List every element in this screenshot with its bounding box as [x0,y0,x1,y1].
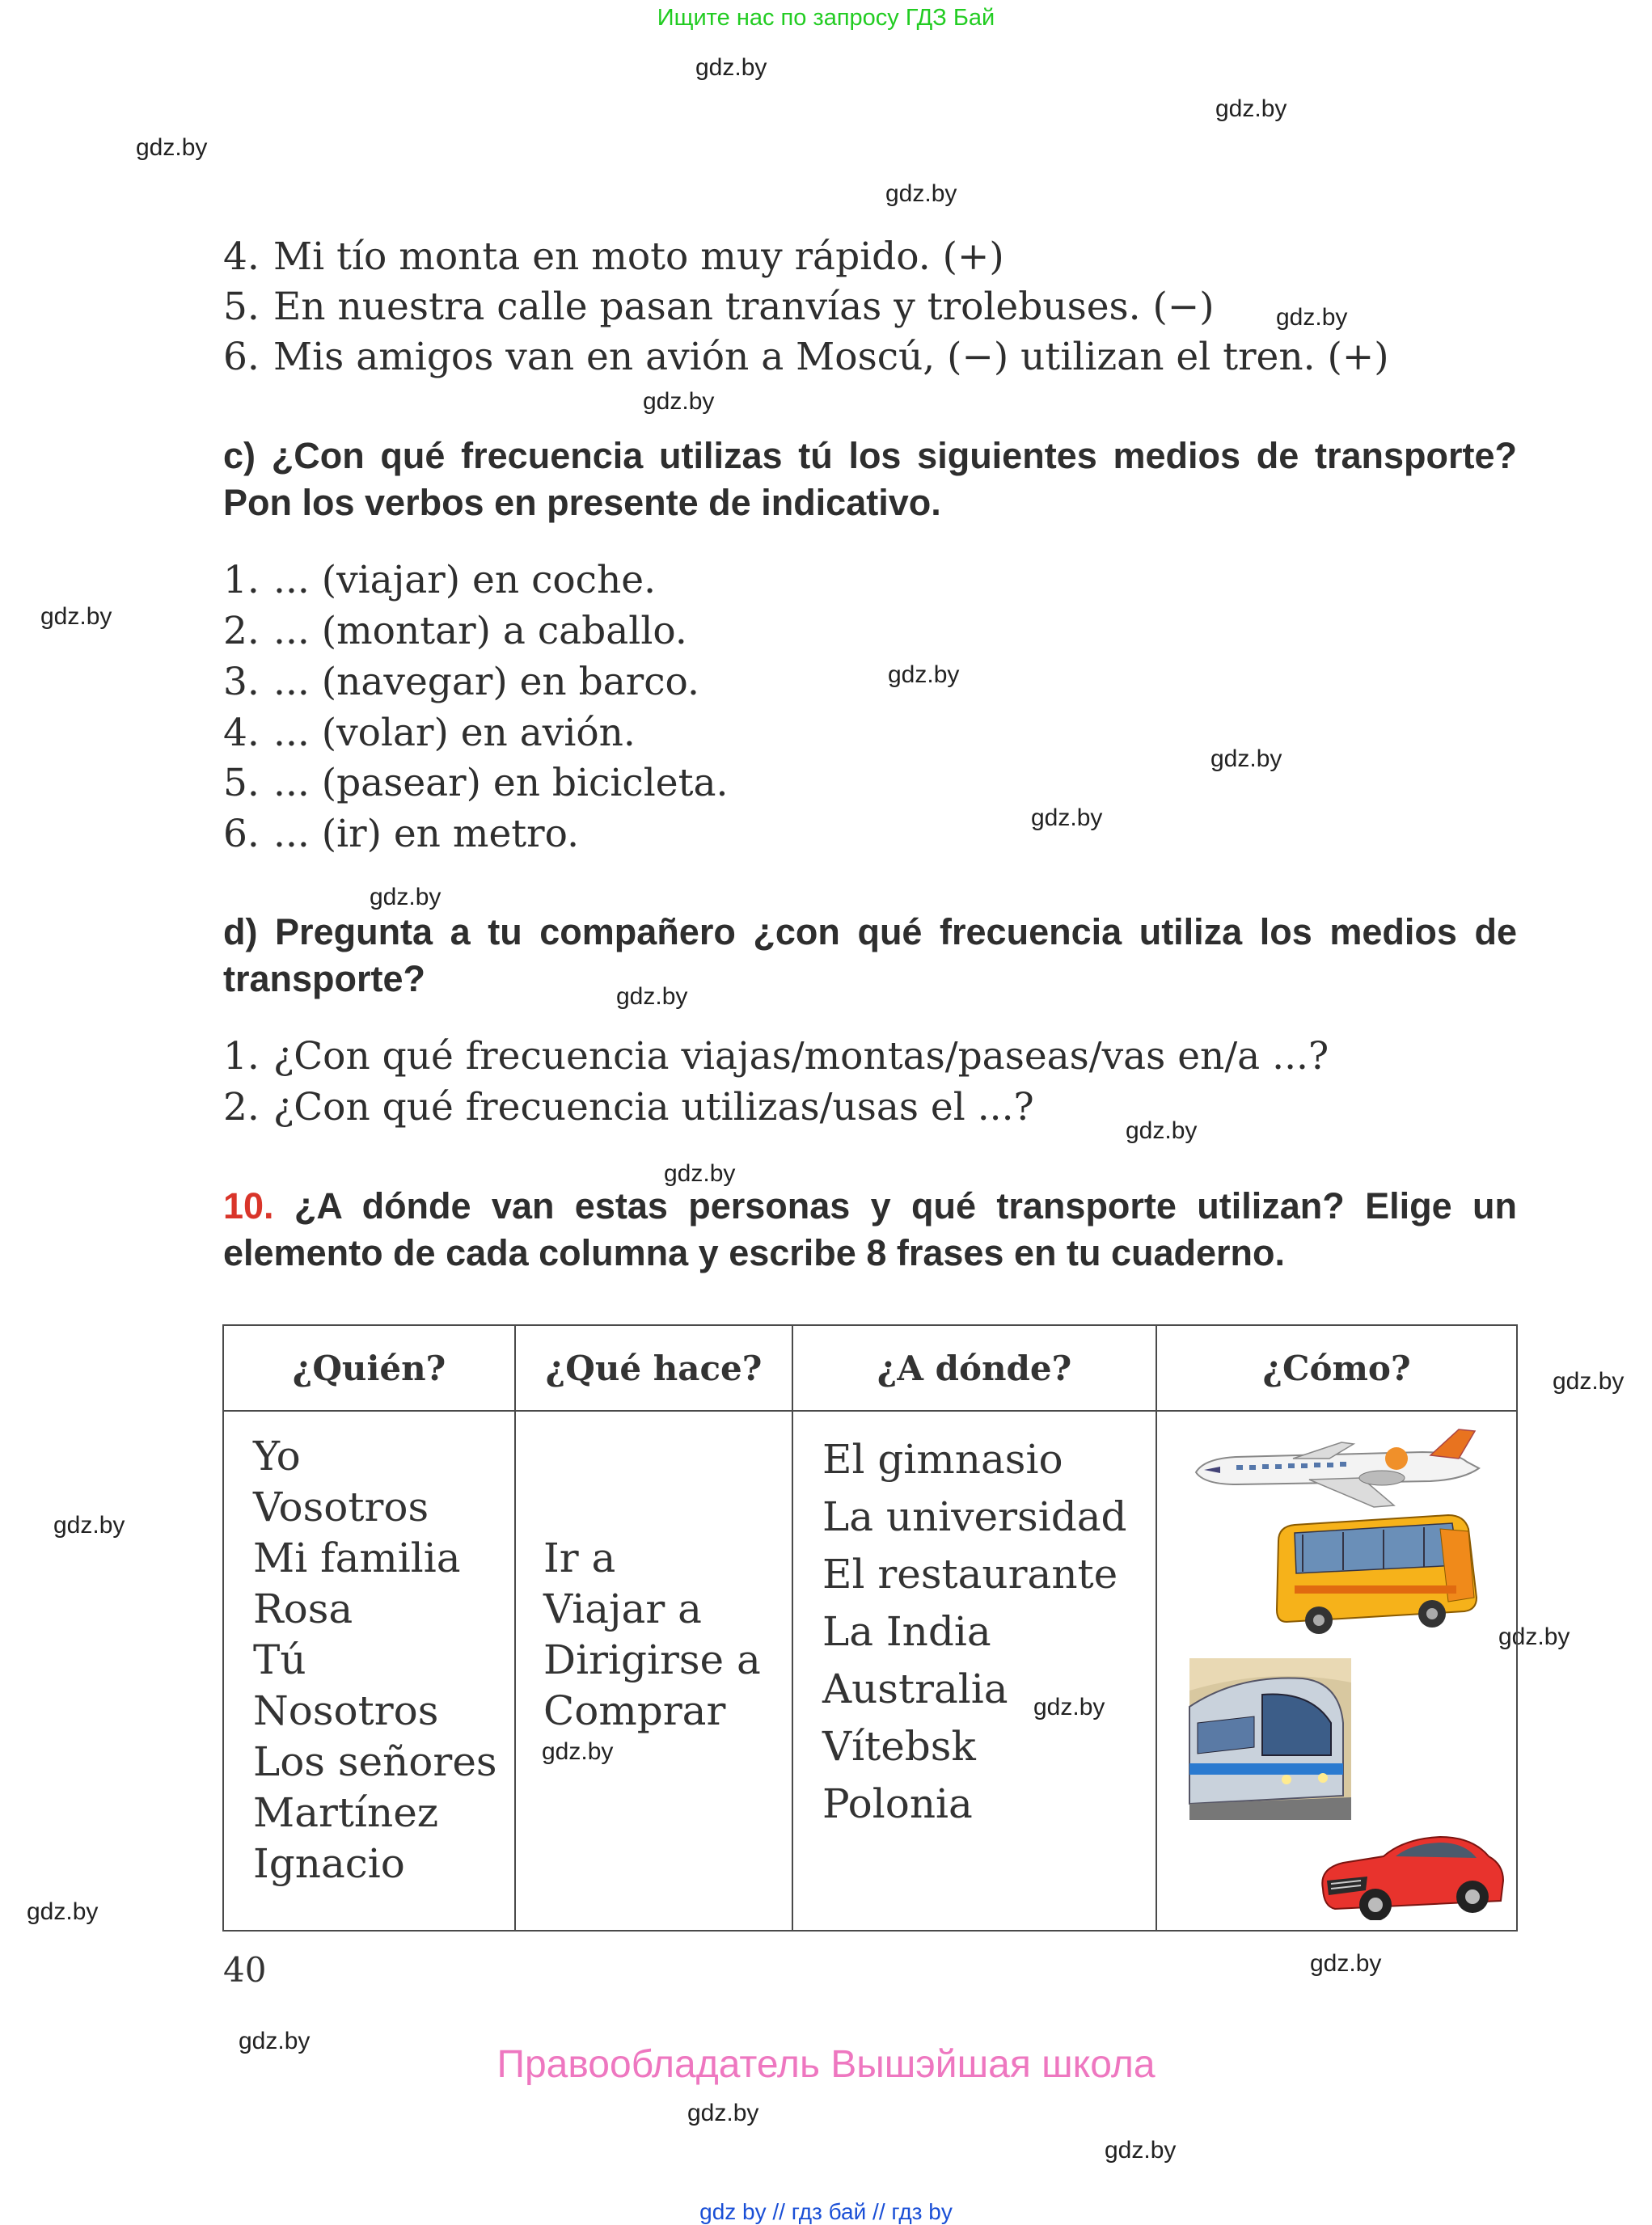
watermark: gdz.by [616,983,688,1010]
watermark: gdz.by [370,884,442,910]
exercise-heading-c: c) ¿Con qué frecuencia utilizas tú los siguientes medios de transporte? Pon los verbos en presente de indicativo. [223,435,1517,523]
list-item [223,558,656,602]
watermark: gdz.by [1553,1368,1625,1395]
item-number: 2. [223,1085,260,1129]
list-item: Yo [253,1433,301,1480]
item-text: ... (navegar) en barco. [273,660,699,704]
item-number: 4. [223,711,260,755]
list-item: El restaurante [822,1551,1118,1598]
table-body-row [223,1411,1517,1931]
list-item: Rosa [253,1585,353,1632]
watermark: gdz.by [687,2100,759,2126]
list-item: El gimnasio [822,1436,1063,1483]
list-item: Polonia [822,1780,973,1827]
list-item: Vítebsk [822,1723,976,1770]
list-item: Martínez [253,1789,439,1836]
watermark: gdz.by [1310,1950,1382,1977]
transport-illustrations [1157,1412,1518,1920]
column-header-quien: ¿Quién? [223,1325,515,1411]
list-item: Los señores [253,1738,497,1785]
copyright-holder: Правообладатель Вышэйшая школа [496,2043,1156,2086]
item-text: ... (montar) a caballo. [273,609,687,653]
item-text: Mi tío monta en moto muy rápido. (+) [273,234,1004,279]
item-number: 5. [223,285,260,329]
watermark: gdz.by [1215,95,1287,122]
item-text: ¿Con qué frecuencia utilizas/usas el ...? [273,1085,1034,1129]
top-banner[interactable]: Ищите нас по запросу ГДЗ Бай [657,5,995,31]
watermark: gdz.by [1210,745,1282,772]
watermark: gdz.by [643,388,715,415]
list-item: Nosotros [253,1687,439,1734]
item-number: 1. [223,558,260,602]
watermark: gdz.by [664,1160,736,1187]
list-item: Vosotros [253,1484,429,1530]
list-item: Ignacio [253,1840,405,1887]
list-item: Ir a [543,1535,616,1581]
list-item [223,335,1389,379]
item-text: En nuestra calle pasan tranvías y trolebuses. (−) [273,285,1215,329]
exercise-instruction: ¿A dónde van estas personas y qué transporte utilizan? Elige un elemento de cada columna y escribe 8 frases en tu cuaderno. [223,1185,1517,1273]
list-item [223,1085,1034,1129]
watermark: gdz.by [1498,1623,1570,1650]
item-number: 5. [223,761,260,805]
exercise-heading-d: d) Pregunta a tu compañero ¿con qué frecuencia utiliza los medios de transporte? [223,911,1517,999]
column-header-a-donde: ¿A dónde? [792,1325,1156,1411]
item-number: 3. [223,660,260,704]
item-number: 2. [223,609,260,653]
table-header-row [223,1325,1517,1411]
exercise-number: 10. [223,1185,274,1226]
list-item [223,812,579,856]
watermark: gdz.by [53,1512,125,1539]
list-item: Dirigirse a [543,1636,761,1683]
page-number: 40 [223,1950,267,1990]
car-icon [1322,1837,1503,1920]
watermark: gdz.by [27,1898,99,1925]
watermark: gdz.by [1105,2137,1177,2164]
list-item [223,1034,1329,1079]
watermark: gdz.by [239,2028,311,2054]
list-item: La universidad [822,1493,1127,1540]
watermark: gdz.by [885,180,957,207]
footer-links[interactable]: gdz by // гдз бай // гдз by [699,2199,953,2224]
item-text: ... (viajar) en coche. [273,558,657,602]
item-number: 1. [223,1034,260,1079]
list-item [223,234,1004,279]
metro-train-icon [1189,1658,1351,1820]
watermark: gdz.by [136,134,208,161]
column-header-como: ¿Cómo? [1156,1325,1517,1411]
item-number: 6. [223,812,260,856]
airplane-icon [1196,1429,1479,1507]
watermark: gdz.by [542,1738,614,1765]
item-text: ¿Con qué frecuencia viajas/montas/paseas/vas en/a ...? [273,1034,1329,1079]
list-item: La India [822,1608,991,1655]
list-item: Comprar [543,1687,726,1734]
item-text: ... (volar) en avión. [273,711,636,755]
watermark: gdz.by [1031,804,1103,831]
list-item: Viajar a [543,1585,702,1632]
item-text: Mis amigos van en avión a Moscú, (−) utilizan el tren. (+) [273,335,1389,379]
column-que-hace [515,1411,792,1931]
watermark: gdz.by [40,603,112,630]
column-quien [223,1411,515,1931]
item-text: ... (ir) en metro. [273,812,580,856]
column-a-donde [792,1411,1156,1931]
watermark: gdz.by [1033,1694,1105,1720]
list-item: Tú [253,1636,306,1683]
column-header-que-hace: ¿Qué hace? [515,1325,792,1411]
item-number: 4. [223,234,260,279]
list-item: Australia [822,1666,1008,1712]
bus-icon [1277,1515,1477,1634]
list-item [223,711,636,755]
watermark: gdz.by [1276,304,1348,331]
list-item [223,285,1215,329]
watermark: gdz.by [1126,1117,1198,1144]
list-item [223,660,699,704]
list-item [223,761,728,805]
list-item: Mi familia [253,1535,461,1581]
item-text: ... (pasear) en bicicleta. [273,761,729,805]
watermark: gdz.by [888,661,960,688]
exercise-table [222,1324,1518,1932]
exercise-heading-10 [223,1183,1517,1277]
list-item [223,609,687,653]
column-como [1156,1411,1517,1931]
watermark: gdz.by [695,54,767,81]
item-number: 6. [223,335,260,379]
